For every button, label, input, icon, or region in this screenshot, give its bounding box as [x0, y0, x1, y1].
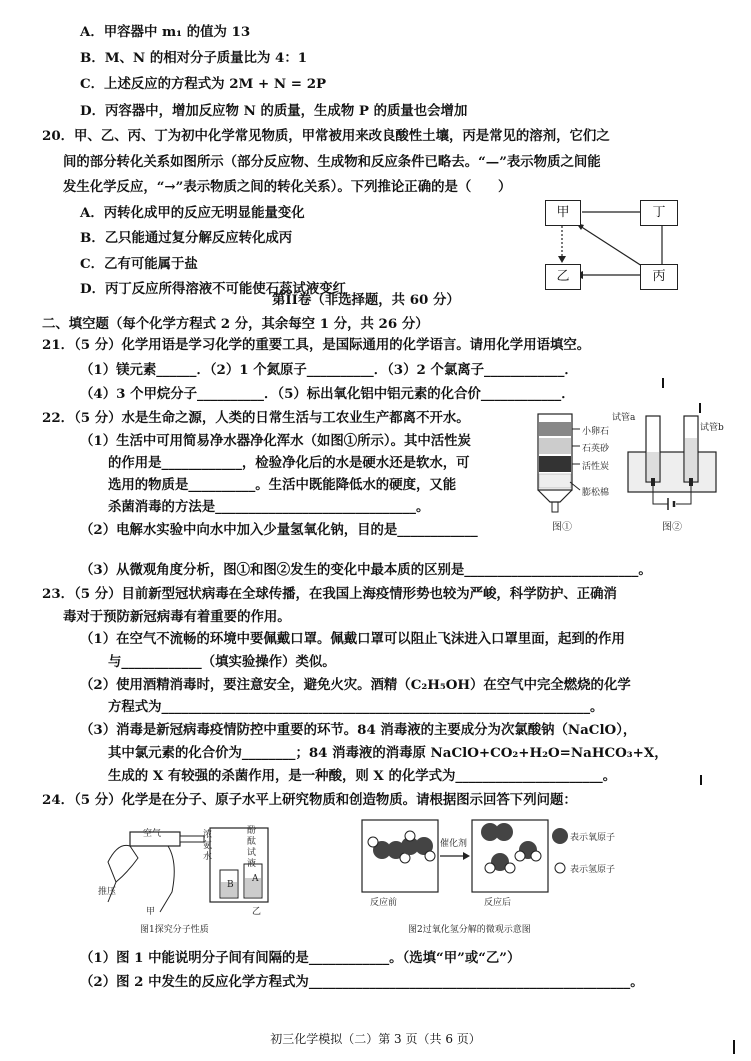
purifier-label-pebble: 小卵石 — [582, 427, 610, 437]
q22-line7: （3）从微观角度分析，图①和图②发生的变化中最本质的区别是__________________________。 — [80, 562, 652, 578]
q19-option-d: D．丙容器中，增加反应物 N 的质量，生成物 P 的质量也会增加 — [80, 103, 468, 119]
q24-line3: （2）图 2 中发生的反应化学方程式为________________________________________________。 — [80, 974, 644, 990]
fig1-caption-molecule: 图1探究分子性质 — [140, 925, 209, 935]
margin-mark — [662, 378, 664, 388]
molecule-property-figure — [98, 822, 348, 930]
fig1-label-b: B — [227, 880, 234, 890]
node-bing: 丙 — [640, 264, 678, 290]
fig2-caption: 图② — [662, 522, 682, 533]
q22-line6: （2）电解水实验中向水中加入少量氢氧化钠，目的是____________ — [80, 522, 478, 538]
fig1-label-phenolphthalein: 酚酞试液 — [247, 826, 257, 869]
q22-line4: 选用的物质是__________。生活中既能降低水的硬度，又能 — [108, 477, 457, 493]
q19-option-c: C．上述反应的方程式为 2M + N = 2P — [80, 76, 327, 92]
q20-stem-line1: 20．甲、乙、丙、丁为初中化学常见物质，甲常被用来改良酸性土壤，丙是常见的溶剂，它们之 — [42, 128, 610, 144]
part2-title: 第II卷（非选择题，共 60 分） — [272, 292, 460, 308]
page-footer: 初三化学模拟（二）第 3 页（共 6 页） — [270, 1032, 481, 1046]
q20-stem-line2: 间的部分转化关系如图所示（部分反应物、生成物和反应条件已略去。“—”表示物质之间能 — [63, 154, 601, 170]
q23-stem-line2: 毒对于预防新冠病毒有着重要的作用。 — [63, 609, 291, 625]
q20-option-a: A．丙转化成甲的反应无明显能量变化 — [80, 205, 305, 221]
fig1-label-a: A — [252, 874, 259, 884]
fig1-label-ammonia: 浓氨水 — [203, 830, 213, 862]
fig2-label-oxygen: 表示氧原子 — [570, 833, 616, 843]
q20-option-c: C．乙有可能属于盐 — [80, 256, 198, 272]
q21-line2: （1）镁元素______．（2）1 个氮原子__________．（3）2 个氯离子____________． — [80, 362, 578, 378]
purifier-label-sand: 石英砂 — [582, 444, 610, 454]
electrolysis-label-tube-b: 试管b — [700, 423, 724, 433]
fig1-caption: 图① — [552, 522, 572, 533]
q24-line2: （1）图 1 中能说明分子间有间隔的是____________。（选填“甲”或“乙”） — [80, 950, 521, 966]
fig1-label-push: 推压 — [98, 887, 117, 897]
purifier-label-cotton: 膨松棉 — [582, 488, 610, 498]
q23-line5: （2）使用酒精消毒时，要注意安全，避免火灾。酒精（C₂H₅OH）在空气中完全燃烧的化学 — [80, 677, 631, 693]
q19-option-a: A．甲容器中 m₁ 的值为 13 — [80, 24, 251, 40]
node-ding: 丁 — [640, 200, 678, 226]
q22-line3: 的作用是____________，检验净化后的水是硬水还是软水，可 — [108, 455, 470, 471]
fig1-label-air: 空气 — [143, 829, 162, 839]
q22-line2: （1）生活中可用简易净水器净化浑水（如图①所示）。其中活性炭 — [80, 433, 471, 449]
q20-option-d: D．丙丁反应所得溶液不可能使石蕊试液变红 — [80, 281, 347, 297]
q23-line6: 方程式为________________________________________________________________。 — [108, 699, 604, 715]
margin-mark — [700, 775, 702, 785]
q19-option-b: B．M、N 的相对分子质量比为 4：1 — [80, 50, 308, 66]
q23-line3: （1）在空气不流畅的环境中要佩戴口罩。佩戴口罩可以阻止飞沫进入口罩里面，起到的作用 — [80, 631, 625, 647]
margin-mark — [699, 403, 701, 413]
fig2-label-after: 反应后 — [484, 898, 512, 908]
q23-line7: （3）消毒是新冠病毒疫情防控中重要的环节。84 消毒液的主要成分为次氯酸钠（NaClO）， — [80, 722, 637, 738]
q23-line4: 与____________（填实验操作）类似。 — [108, 654, 336, 670]
fig1-label-yi: 乙 — [252, 907, 262, 917]
margin-mark — [733, 1040, 735, 1054]
q20-stem-line3: 发生化学反应，“→”表示物质之间的转化关系）。下列推论正确的是（ ） — [63, 179, 512, 195]
purifier-label-carbon: 活性炭 — [582, 462, 610, 472]
q21-line3: （4）3 个甲烷分子__________．（5）标出氧化铝中铝元素的化合价____________． — [80, 386, 575, 402]
electrolysis-label-tube-a: 试管a — [612, 413, 636, 423]
q20-option-b: B．乙只能通过复分解反应转化成丙 — [80, 230, 293, 246]
q23-line8: 其中氯元素的化合价为________；84 消毒液的消毒原 NaClO+CO₂+H₂O=NaHCO₃+X， — [108, 745, 668, 761]
q21-stem: 21．（5 分）化学用语是学习化学的重要工具，是国际通用的化学语言。请用化学用语填空。 — [42, 337, 591, 353]
q24-stem: 24．（5 分）化学是在分子、原子水平上研究物质和创造物质。请根据图示回答下列问题： — [42, 792, 577, 808]
fig1-label-jia: 甲 — [146, 907, 156, 917]
fig2-caption-reaction: 图2过氧化氢分解的微观示意图 — [408, 925, 531, 935]
fig2-label-catalyst: 催化剂 — [440, 839, 468, 849]
node-jia: 甲 — [545, 200, 581, 226]
node-yi: 乙 — [545, 264, 581, 290]
q23-stem-line1: 23．（5 分）目前新型冠状病毒在全球传播，在我国上海疫情形势也较为严峻，科学防护、正确消 — [42, 586, 617, 602]
fig2-label-before: 反应前 — [370, 898, 398, 908]
q22-stem: 22．（5 分）水是生命之源，人类的日常生活与工农业生产都离不开水。 — [42, 410, 470, 426]
section-fill-blank-title: 二、填空题（每个化学方程式 2 分，其余每空 1 分，共 26 分） — [42, 316, 429, 332]
fig2-label-hydrogen: 表示氢原子 — [570, 865, 616, 875]
q22-line5: 杀菌消毒的方法是______________________________。 — [108, 499, 430, 515]
q23-line9: 生成的 X 有较强的杀菌作用，是一种酸，则 X 的化学式为______________________。 — [108, 768, 617, 784]
